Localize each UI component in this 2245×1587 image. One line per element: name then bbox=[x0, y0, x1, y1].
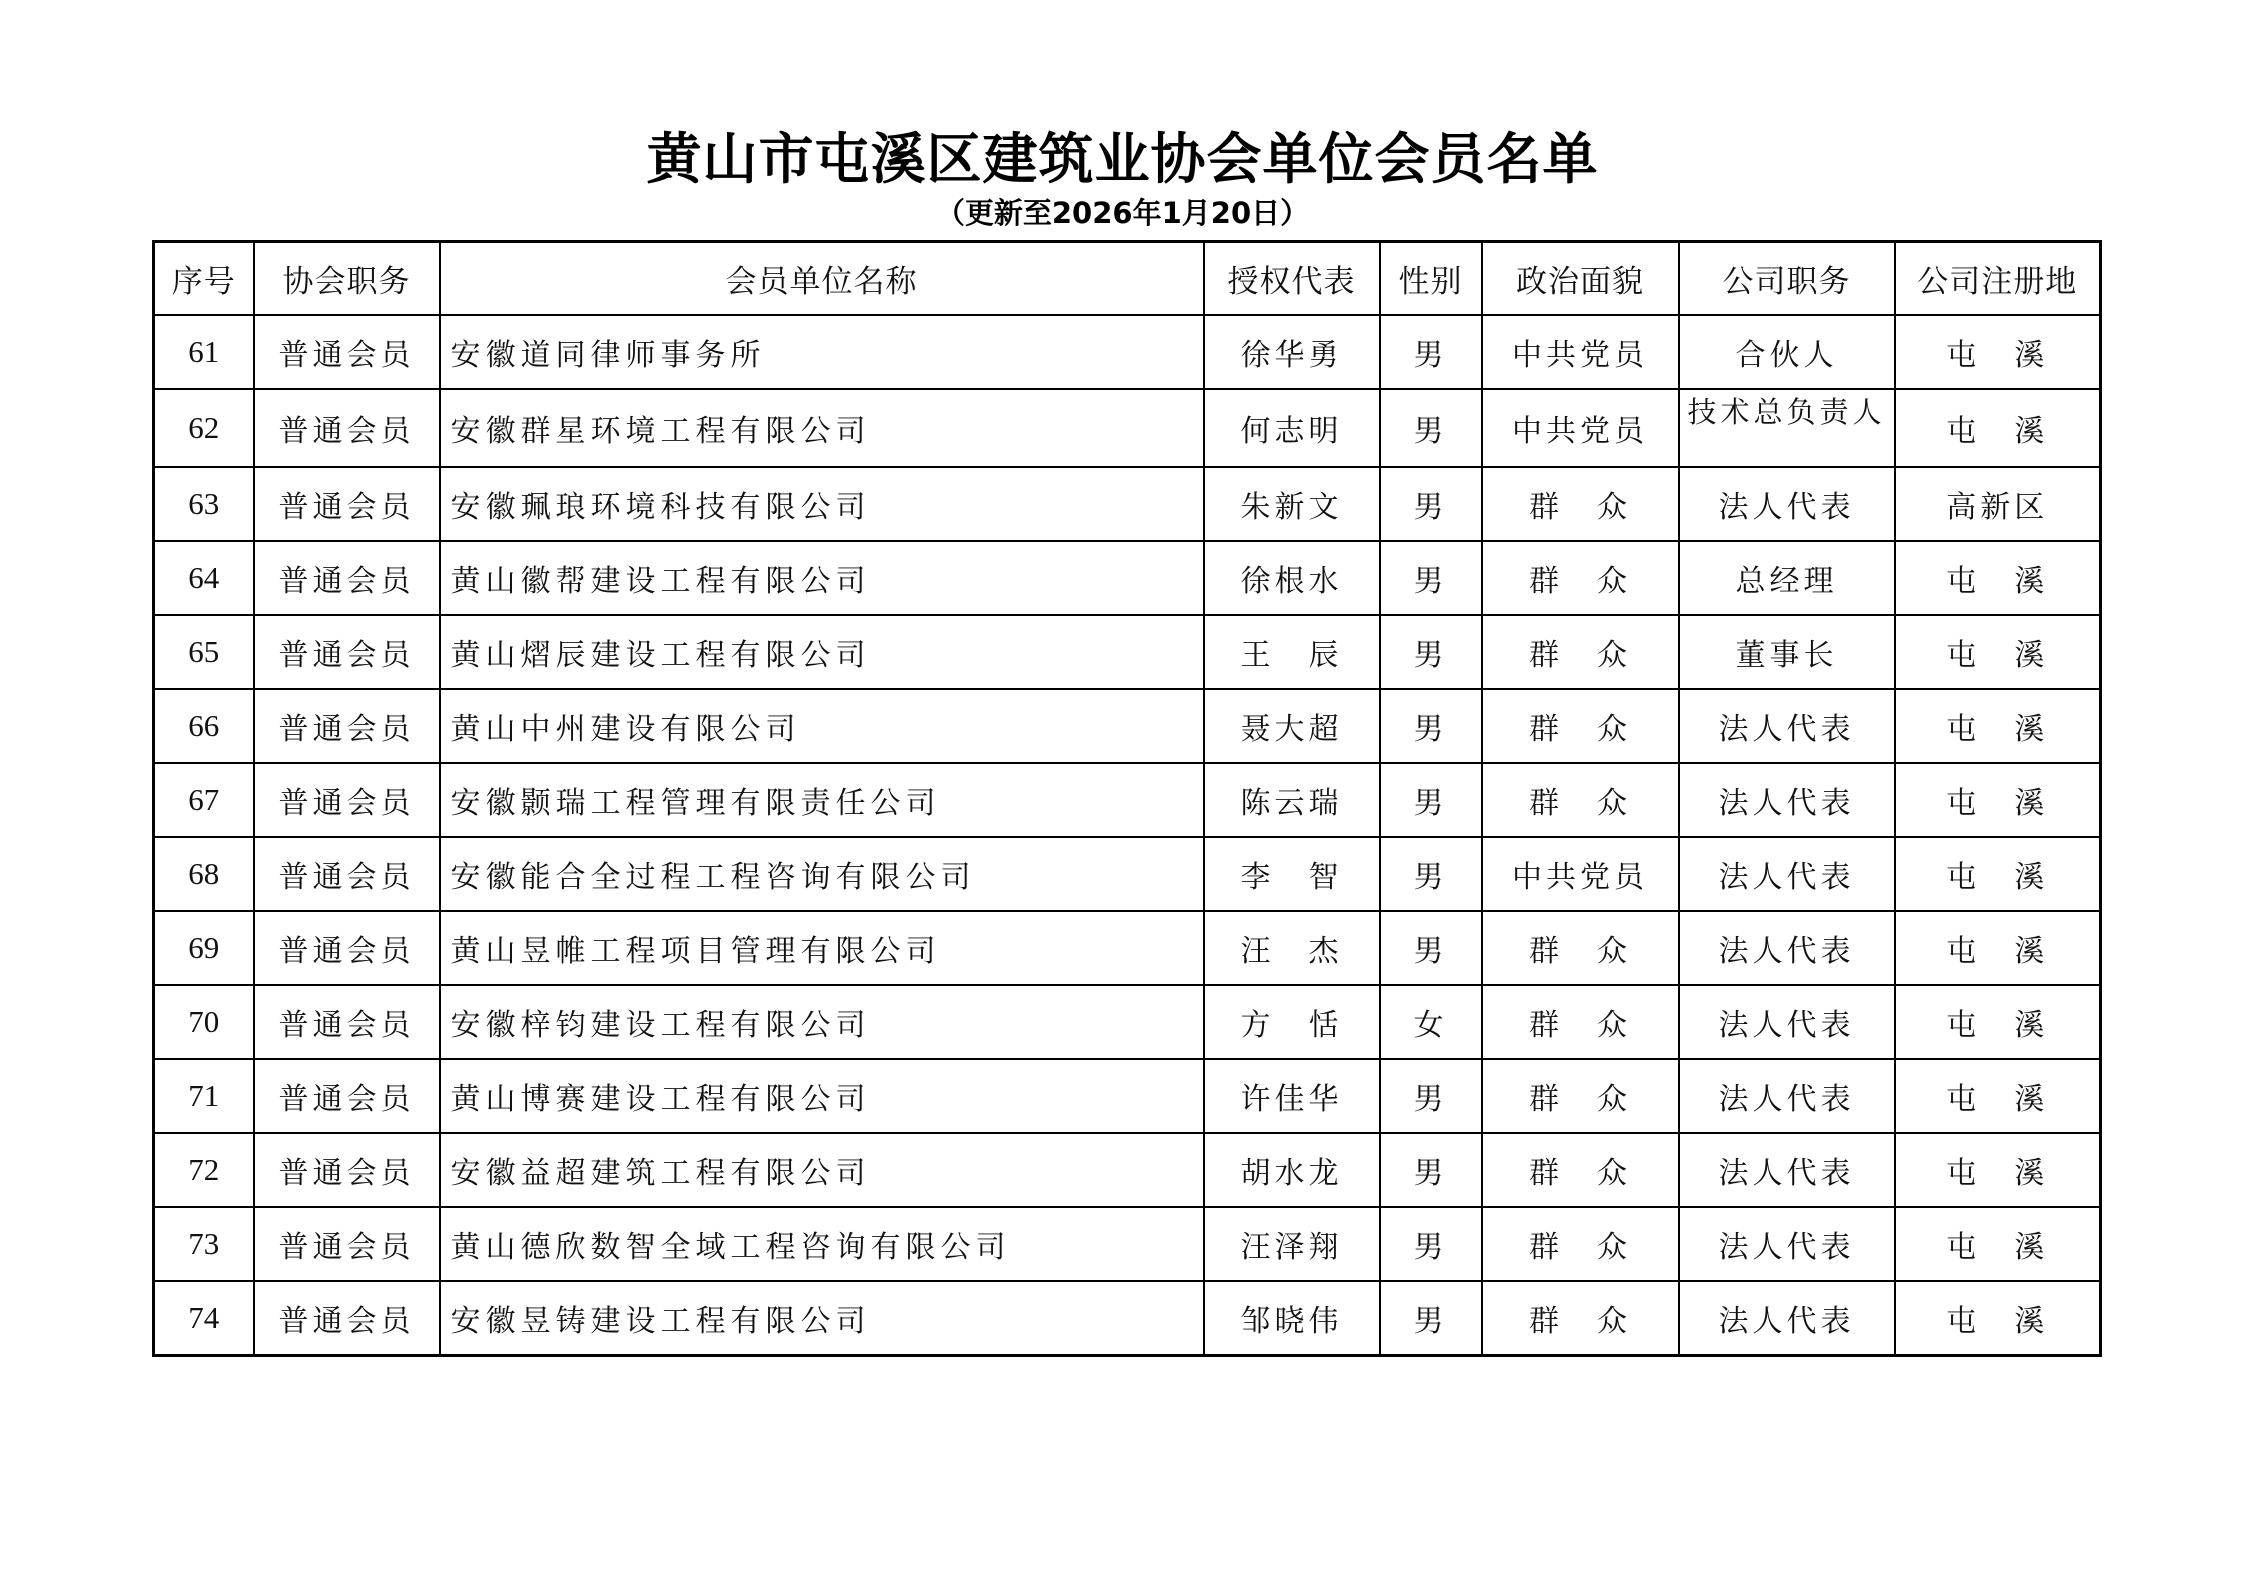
table-body bbox=[154, 315, 2101, 1356]
row-index-cell: 71 bbox=[154, 1059, 254, 1133]
association-role-cell: 普通会员 bbox=[254, 615, 440, 689]
representative-name-cell: 汪 杰 bbox=[1204, 911, 1380, 985]
representative-name-cell: 李 智 bbox=[1204, 837, 1380, 911]
row-index-cell: 61 bbox=[154, 315, 254, 389]
row-index-cell: 64 bbox=[154, 541, 254, 615]
association-role-cell: 普通会员 bbox=[254, 911, 440, 985]
member-company-name-cell: 安徽珮琅环境科技有限公司 bbox=[440, 467, 1204, 541]
member-company-name-cell: 黄山博赛建设工程有限公司 bbox=[440, 1059, 1204, 1133]
political-status-cell: 中共党员 bbox=[1482, 315, 1679, 389]
political-status-cell: 群 众 bbox=[1482, 985, 1679, 1059]
political-status-cell: 中共党员 bbox=[1482, 389, 1679, 467]
row-index-cell: 65 bbox=[154, 615, 254, 689]
company-position-cell: 法人代表 bbox=[1679, 467, 1895, 541]
table-row bbox=[154, 1059, 2101, 1133]
political-status-cell: 中共党员 bbox=[1482, 837, 1679, 911]
company-position-cell: 法人代表 bbox=[1679, 911, 1895, 985]
registered-location-cell: 屯 溪 bbox=[1895, 615, 2101, 689]
member-company-name-cell: 安徽益超建筑工程有限公司 bbox=[440, 1133, 1204, 1207]
representative-name-cell: 许佳华 bbox=[1204, 1059, 1380, 1133]
registered-location-cell: 屯 溪 bbox=[1895, 541, 2101, 615]
political-status-cell: 群 众 bbox=[1482, 1207, 1679, 1281]
table-row bbox=[154, 1207, 2101, 1281]
gender-cell: 男 bbox=[1380, 911, 1482, 985]
table-row bbox=[154, 615, 2101, 689]
registered-location-cell: 屯 溪 bbox=[1895, 1207, 2101, 1281]
registered-location-cell: 屯 溪 bbox=[1895, 389, 2101, 467]
registered-location-cell: 屯 溪 bbox=[1895, 985, 2101, 1059]
political-status-cell: 群 众 bbox=[1482, 763, 1679, 837]
representative-name-cell: 王 辰 bbox=[1204, 615, 1380, 689]
gender-cell: 男 bbox=[1380, 763, 1482, 837]
company-position-cell: 法人代表 bbox=[1679, 1207, 1895, 1281]
company-position-cell: 法人代表 bbox=[1679, 1133, 1895, 1207]
representative-name-cell: 方 恬 bbox=[1204, 985, 1380, 1059]
company-position-cell: 技术总负责人 bbox=[1679, 389, 1895, 467]
header-association-role: 协会职务 bbox=[254, 242, 440, 316]
political-status-cell: 群 众 bbox=[1482, 467, 1679, 541]
representative-name-cell: 何志明 bbox=[1204, 389, 1380, 467]
header-index: 序号 bbox=[154, 242, 254, 316]
representative-name-cell: 聂大超 bbox=[1204, 689, 1380, 763]
representative-name-cell: 朱新文 bbox=[1204, 467, 1380, 541]
registered-location-cell: 屯 溪 bbox=[1895, 1133, 2101, 1207]
company-position-cell: 合伙人 bbox=[1679, 315, 1895, 389]
gender-cell: 男 bbox=[1380, 315, 1482, 389]
representative-name-cell: 汪泽翔 bbox=[1204, 1207, 1380, 1281]
row-index-cell: 74 bbox=[154, 1281, 254, 1356]
row-index-cell: 63 bbox=[154, 467, 254, 541]
political-status-cell: 群 众 bbox=[1482, 1133, 1679, 1207]
political-status-cell: 群 众 bbox=[1482, 541, 1679, 615]
association-role-cell: 普通会员 bbox=[254, 467, 440, 541]
representative-name-cell: 邹晓伟 bbox=[1204, 1281, 1380, 1356]
header-representative: 授权代表 bbox=[1204, 242, 1380, 316]
row-index-cell: 72 bbox=[154, 1133, 254, 1207]
table-row bbox=[154, 911, 2101, 985]
gender-cell: 男 bbox=[1380, 615, 1482, 689]
political-status-cell: 群 众 bbox=[1482, 689, 1679, 763]
member-company-name-cell: 黄山熠辰建设工程有限公司 bbox=[440, 615, 1204, 689]
association-role-cell: 普通会员 bbox=[254, 315, 440, 389]
gender-cell: 女 bbox=[1380, 985, 1482, 1059]
political-status-cell: 群 众 bbox=[1482, 615, 1679, 689]
political-status-cell: 群 众 bbox=[1482, 911, 1679, 985]
company-position-cell: 法人代表 bbox=[1679, 763, 1895, 837]
representative-name-cell: 胡水龙 bbox=[1204, 1133, 1380, 1207]
table-row bbox=[154, 763, 2101, 837]
association-role-cell: 普通会员 bbox=[254, 1207, 440, 1281]
table-row bbox=[154, 1281, 2101, 1356]
header-political-status: 政治面貌 bbox=[1482, 242, 1679, 316]
member-company-name-cell: 安徽昱铸建设工程有限公司 bbox=[440, 1281, 1204, 1356]
header-company-position: 公司职务 bbox=[1679, 242, 1895, 316]
company-position-cell: 法人代表 bbox=[1679, 689, 1895, 763]
row-index-cell: 62 bbox=[154, 389, 254, 467]
member-company-name-cell: 安徽道同律师事务所 bbox=[440, 315, 1204, 389]
table-header-row bbox=[154, 242, 2101, 316]
company-position-cell: 总经理 bbox=[1679, 541, 1895, 615]
association-role-cell: 普通会员 bbox=[254, 1133, 440, 1207]
registered-location-cell: 屯 溪 bbox=[1895, 315, 2101, 389]
political-status-cell: 群 众 bbox=[1482, 1059, 1679, 1133]
registered-location-cell: 屯 溪 bbox=[1895, 689, 2101, 763]
gender-cell: 男 bbox=[1380, 1133, 1482, 1207]
gender-cell: 男 bbox=[1380, 1207, 1482, 1281]
registered-location-cell: 屯 溪 bbox=[1895, 837, 2101, 911]
registered-location-cell: 高新区 bbox=[1895, 467, 2101, 541]
association-role-cell: 普通会员 bbox=[254, 541, 440, 615]
registered-location-cell: 屯 溪 bbox=[1895, 1059, 2101, 1133]
row-index-cell: 67 bbox=[154, 763, 254, 837]
row-index-cell: 69 bbox=[154, 911, 254, 985]
table-row bbox=[154, 467, 2101, 541]
member-table bbox=[152, 240, 2102, 1357]
row-index-cell: 73 bbox=[154, 1207, 254, 1281]
representative-name-cell: 徐根水 bbox=[1204, 541, 1380, 615]
member-company-name-cell: 安徽能合全过程工程咨询有限公司 bbox=[440, 837, 1204, 911]
document-title: 黄山市屯溪区建筑业协会单位会员名单 bbox=[646, 127, 1599, 191]
header-registered-location: 公司注册地 bbox=[1895, 242, 2101, 316]
registered-location-cell: 屯 溪 bbox=[1895, 763, 2101, 837]
gender-cell: 男 bbox=[1380, 467, 1482, 541]
gender-cell: 男 bbox=[1380, 837, 1482, 911]
gender-cell: 男 bbox=[1380, 1059, 1482, 1133]
gender-cell: 男 bbox=[1380, 689, 1482, 763]
gender-cell: 男 bbox=[1380, 541, 1482, 615]
gender-cell: 男 bbox=[1380, 1281, 1482, 1356]
company-position-cell: 法人代表 bbox=[1679, 1281, 1895, 1356]
table-row bbox=[154, 315, 2101, 389]
representative-name-cell: 陈云瑞 bbox=[1204, 763, 1380, 837]
table-row bbox=[154, 689, 2101, 763]
table-row bbox=[154, 541, 2101, 615]
registered-location-cell: 屯 溪 bbox=[1895, 1281, 2101, 1356]
header-member-company: 会员单位名称 bbox=[440, 242, 1204, 316]
company-position-cell: 法人代表 bbox=[1679, 985, 1895, 1059]
member-company-name-cell: 黄山德欣数智全域工程咨询有限公司 bbox=[440, 1207, 1204, 1281]
association-role-cell: 普通会员 bbox=[254, 689, 440, 763]
table-row bbox=[154, 837, 2101, 911]
company-position-cell: 法人代表 bbox=[1679, 837, 1895, 911]
member-company-name-cell: 安徽群星环境工程有限公司 bbox=[440, 389, 1204, 467]
table-row bbox=[154, 389, 2101, 467]
table-row bbox=[154, 1133, 2101, 1207]
company-position-cell: 董事长 bbox=[1679, 615, 1895, 689]
association-role-cell: 普通会员 bbox=[254, 837, 440, 911]
association-role-cell: 普通会员 bbox=[254, 985, 440, 1059]
member-company-name-cell: 黄山徽帮建设工程有限公司 bbox=[440, 541, 1204, 615]
company-position-cell: 法人代表 bbox=[1679, 1059, 1895, 1133]
row-index-cell: 70 bbox=[154, 985, 254, 1059]
gender-cell: 男 bbox=[1380, 389, 1482, 467]
association-role-cell: 普通会员 bbox=[254, 763, 440, 837]
member-company-name-cell: 安徽梓钧建设工程有限公司 bbox=[440, 985, 1204, 1059]
member-company-name-cell: 黄山昱帷工程项目管理有限公司 bbox=[440, 911, 1204, 985]
table-row bbox=[154, 985, 2101, 1059]
header-gender: 性别 bbox=[1380, 242, 1482, 316]
member-company-name-cell: 黄山中州建设有限公司 bbox=[440, 689, 1204, 763]
representative-name-cell: 徐华勇 bbox=[1204, 315, 1380, 389]
association-role-cell: 普通会员 bbox=[254, 389, 440, 467]
registered-location-cell: 屯 溪 bbox=[1895, 911, 2101, 985]
document-subtitle: （更新至2026年1月20日） bbox=[935, 196, 1310, 230]
row-index-cell: 66 bbox=[154, 689, 254, 763]
association-role-cell: 普通会员 bbox=[254, 1059, 440, 1133]
member-company-name-cell: 安徽颢瑞工程管理有限责任公司 bbox=[440, 763, 1204, 837]
association-role-cell: 普通会员 bbox=[254, 1281, 440, 1356]
row-index-cell: 68 bbox=[154, 837, 254, 911]
political-status-cell: 群 众 bbox=[1482, 1281, 1679, 1356]
